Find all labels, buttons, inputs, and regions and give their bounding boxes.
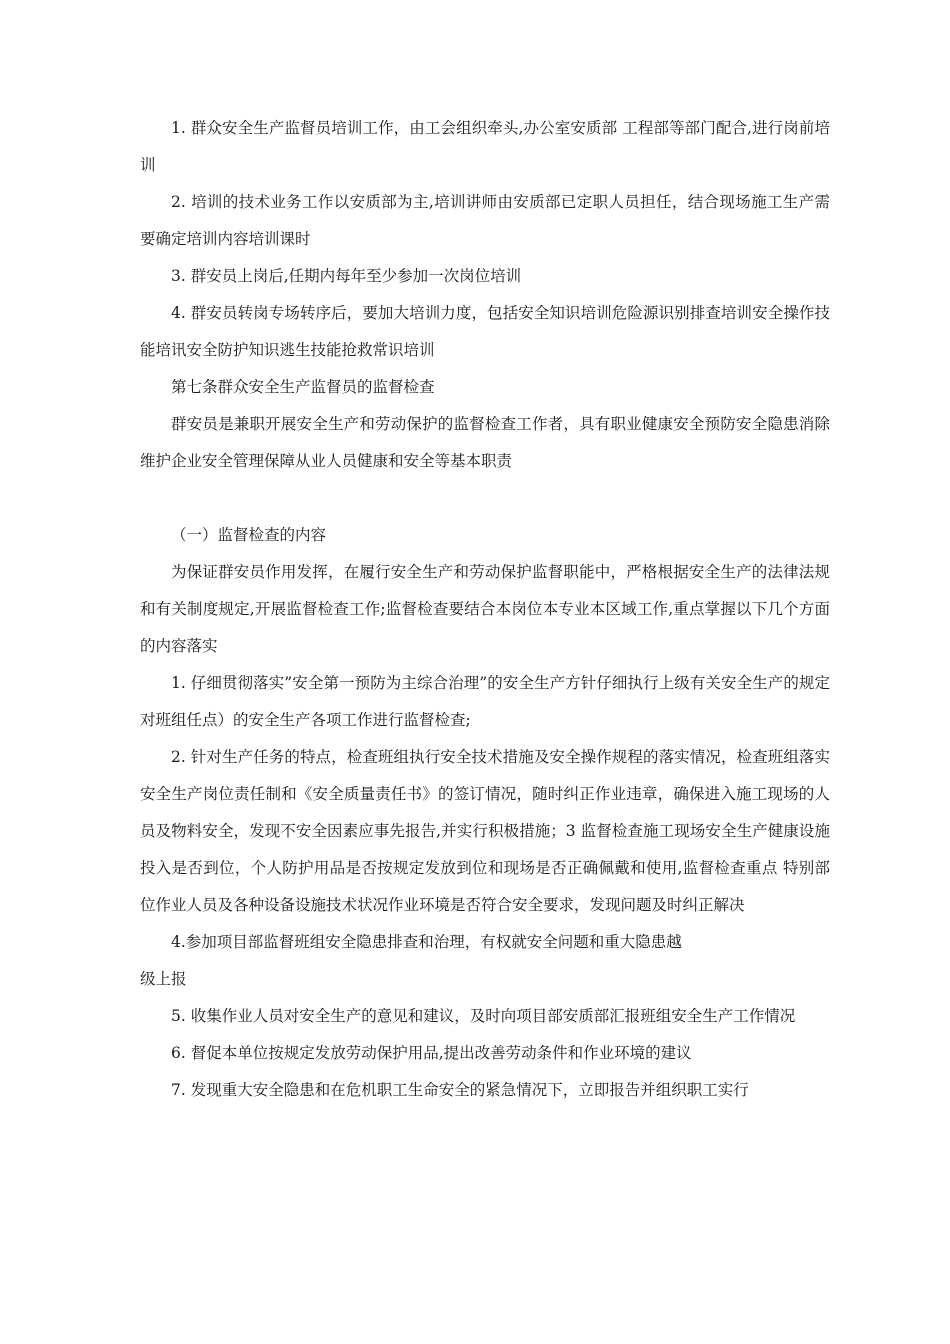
- blank-line: [140, 480, 830, 517]
- inspection-item-2: 2. 针对生产任务的特点，检查班组执行安全技术措施及安全操作规程的落实情况，检查班组落实安全生产岗位责任制和《安全质量责任书》的签订情况，随时纠正作业违章，确保进入施工现场的人员及物料安全，发现不安全因素应事先报告,并实行积极措施；3 监督检查施工现场安全生产健康设施投入是否到位，个人防护用品是否按规定发放到位和现场是否正确佩戴和使用,监督检查重点 特别部位作业人员及各种设备设施技术状况作业环境是否符合安全要求，发现问题及时纠正解决: [140, 748, 830, 914]
- training-paragraph-3: 3. 群安员上岗后,任期内每年至少参加一次岗位培训: [171, 267, 522, 285]
- inspection-item-1: 1. 仔细贯彻落实”安全第一预防为主综合治理”的安全生产方针仔细执行上级有关安全生产的规定对班组任点）的安全生产各项工作进行监督检查;: [140, 674, 830, 729]
- training-paragraph-4: 4. 群安员转岗专场转序后，要加大培训力度，包括安全知识培训危险源识别排查培训安全操作技能培讯安全防护知识逃生技能抢救常识培训: [140, 304, 830, 359]
- document-body: [140, 110, 830, 1109]
- inspection-item-6: 6. 督促本单位按规定发放劳动保护用品,提出改善劳动条件和作业环境的建议: [171, 1044, 692, 1062]
- training-paragraph-2: 2. 培训的技术业务工作以安质部为主,培训讲师由安质部已定职人员担任，结合现场施工生产需要确定培训内容培训课时: [140, 193, 830, 248]
- inspection-item-4-line-2: 级上报: [140, 970, 187, 988]
- section-1-intro: 为保证群安员作用发挥，在履行安全生产和劳动保护监督职能中，严格根据安全生产的法律法规和有关制度规定,开展监督检查工作;监督检查要结合本岗位本专业本区域工作,重点掌握以下几个方面的内容落实: [140, 563, 830, 655]
- inspection-item-5: 5. 收集作业人员对安全生产的意见和建议，及时向项目部安质部汇报班组安全生产工作情况: [171, 1007, 796, 1025]
- inspection-item-7: 7. 发现重大安全隐患和在危机职工生命安全的紧急情况下，立即报告并组织职工实行: [171, 1081, 749, 1099]
- article-7-heading: 第七条群众安全生产监督员的监督检查: [171, 378, 435, 396]
- inspection-item-4-line-1: 4.参加项目部监督班组安全隐患排查和治理，有权就安全问题和重大隐患越: [171, 933, 682, 951]
- section-1-heading: （一）监督检查的内容: [171, 526, 327, 544]
- article-7-intro: 群安员是兼职开展安全生产和劳动保护的监督检查工作者，具有职业健康安全预防安全隐患消除维护企业安全管理保障从业人员健康和安全等基本职责: [140, 415, 830, 470]
- training-paragraph-1: 1. 群众安全生产监督员培训工作，由工会组织牵头,办公室安质部 工程部等部门配合,进行岗前培训: [140, 119, 830, 174]
